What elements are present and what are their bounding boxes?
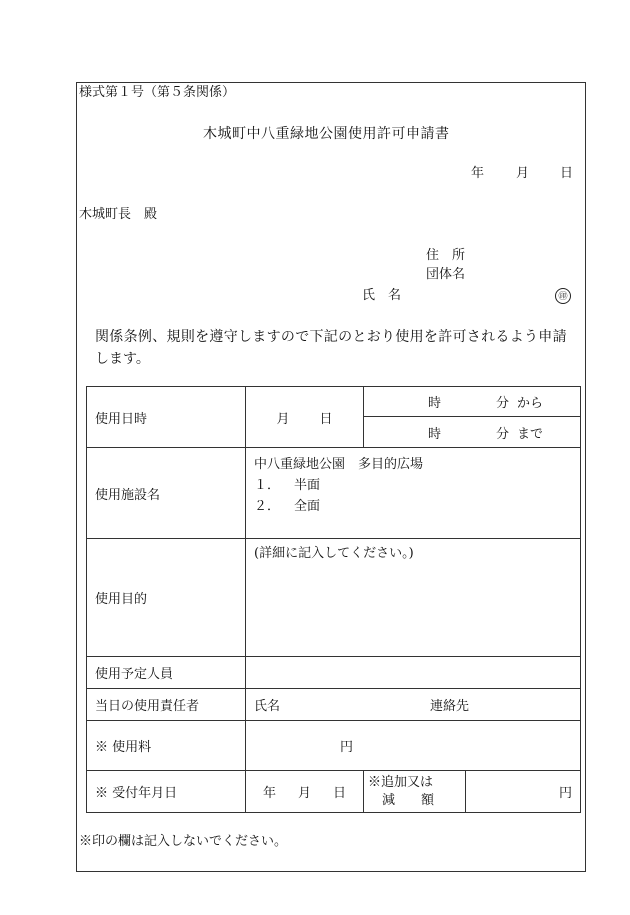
purpose-hint: (詳細に記入してください。): [254, 546, 414, 561]
responsible-cell[interactable]: [246, 689, 581, 721]
adjust-amount-cell: [466, 771, 581, 813]
to-suffix: まで: [517, 426, 544, 442]
datetime-label: 使用日時: [87, 387, 246, 448]
people-cell[interactable]: [246, 657, 581, 689]
fee-cell: [246, 721, 581, 771]
adjust-label-line-2: 減 額: [382, 792, 435, 808]
date-month[interactable]: 月: [516, 166, 530, 181]
responsible-name-label: 氏名: [254, 699, 281, 714]
purpose-row: [87, 539, 581, 657]
facility-label: 使用施設名: [87, 448, 246, 539]
facility-option-half[interactable]: [254, 475, 572, 496]
datetime-row-1: [87, 387, 581, 417]
option-1-label: 半面: [294, 478, 321, 493]
from-suffix: から: [517, 396, 544, 411]
responsible-contact-label: 連絡先: [430, 699, 470, 714]
date-year[interactable]: 年: [471, 166, 485, 181]
received-label: ※ 受付年月日: [87, 771, 246, 813]
facility-name: 中八重緑地公園 多目的広場: [254, 457, 424, 472]
adjust-unit: 円: [559, 786, 573, 801]
option-2-label: 全面: [294, 499, 321, 514]
responsible-row: [87, 689, 581, 721]
statement-line-1: 関係条例、規則を遵守しますので下記のとおり使用を許可されるよう申請: [95, 329, 567, 345]
facility-cell[interactable]: [246, 448, 581, 539]
seal-mark: ㊞: [555, 288, 571, 304]
datetime-month: 月: [276, 411, 290, 427]
to-minute: 分: [496, 426, 510, 442]
fee-row: [87, 721, 581, 771]
received-date-cell: [246, 771, 364, 813]
people-label: 使用予定人員: [87, 657, 246, 689]
received-month: 月: [297, 786, 311, 801]
received-row: [87, 771, 581, 813]
form-title: 木城町中八重緑地公園使用許可申請書: [203, 126, 450, 142]
responsible-label: 当日の使用責任者: [87, 689, 246, 721]
date-day[interactable]: 日: [560, 166, 574, 181]
applicant-group-label: 団体名: [426, 267, 466, 282]
facility-row: [87, 448, 581, 539]
to-hour: 時: [428, 426, 442, 442]
footnote: ※印の欄は記入しないでください。: [79, 834, 288, 849]
received-day: 日: [333, 786, 347, 801]
adjust-label-line-1: ※追加又は: [368, 774, 434, 790]
statement: [95, 326, 580, 370]
purpose-cell[interactable]: [246, 539, 581, 657]
adjust-label-cell: [364, 771, 466, 813]
addressee: 木城町長 殿: [79, 207, 158, 222]
fee-label: ※ 使用料: [87, 721, 246, 771]
option-2-num: ２．: [254, 499, 281, 514]
datetime-date-cell[interactable]: [246, 387, 364, 448]
form-label: 様式第１号（第５条関係）: [79, 85, 236, 100]
application-table: [86, 386, 581, 813]
option-1-num: １．: [254, 478, 281, 493]
datetime-day: 日: [319, 411, 333, 427]
applicant-name-label: 氏 名: [362, 288, 402, 303]
purpose-label: 使用目的: [87, 539, 246, 657]
fee-unit: 円: [340, 740, 354, 755]
datetime-from-cell[interactable]: [364, 387, 581, 417]
datetime-to-cell[interactable]: [364, 417, 581, 448]
from-hour: 時: [428, 396, 442, 411]
from-minute: 分: [496, 396, 510, 411]
applicant-address-label: 住 所: [426, 248, 466, 263]
facility-option-full[interactable]: [254, 496, 572, 517]
people-row: [87, 657, 581, 689]
statement-line-2: します。: [95, 351, 150, 367]
received-year: 年: [262, 786, 276, 801]
